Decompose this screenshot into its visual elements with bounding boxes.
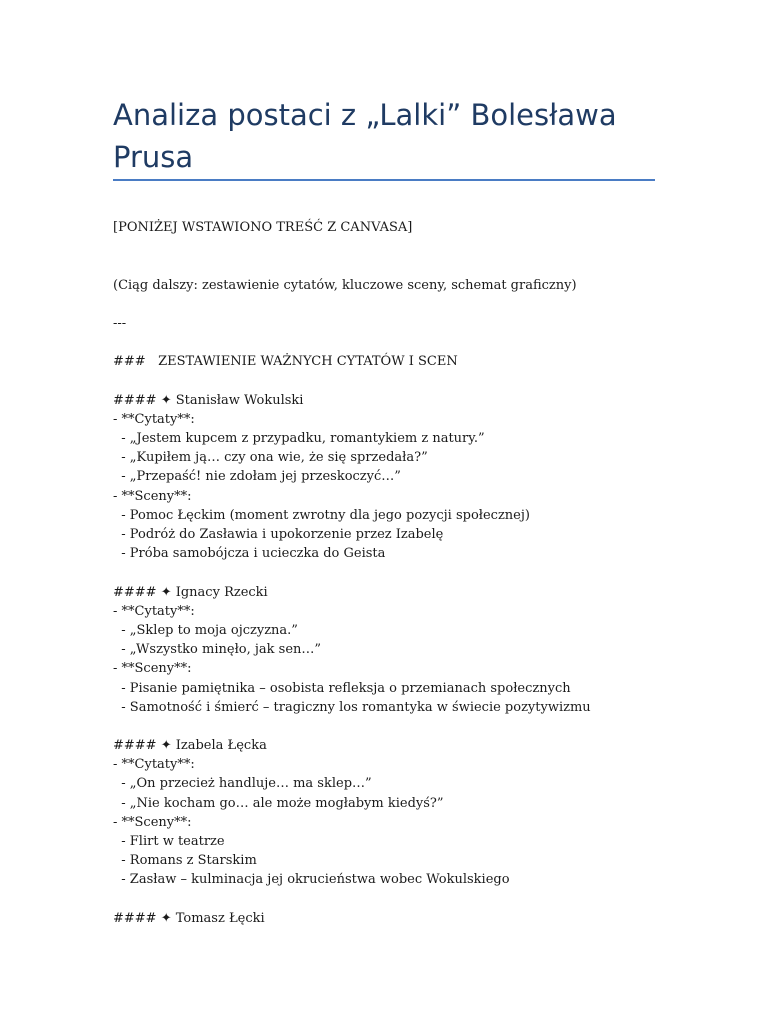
blank-line: [113, 890, 673, 909]
text-line: - „Przepaść! nie zdołam jej przeskoczyć…”: [113, 469, 401, 485]
text-line: [PONIŻEJ WSTAWIONO TREŚĆ Z CANVASA]: [113, 220, 413, 235]
text-line: (Ciąg dalszy: zestawienie cytatów, kluczowe sceny, schemat graficzny): [113, 277, 577, 293]
text-line: - **Sceny**:: [113, 814, 192, 830]
text-line: - Zasław – kulminacja jej okrucieństwa wobec Wokulskiego: [113, 872, 510, 888]
blank-line: [113, 717, 673, 736]
document-body: [113, 218, 673, 928]
text-line: ### ZESTAWIENIE WAŻNYCH CYTATÓW I SCEN: [113, 354, 458, 370]
document-title: Analiza postaci z „Lalki” Bolesława Prusa: [113, 98, 617, 174]
blank-line: [113, 256, 673, 275]
text-line: - „Kupiłem ją… czy ona wie, że się sprzedała?”: [113, 450, 428, 466]
text-line: - „Wszystko minęło, jak sen…”: [113, 642, 322, 658]
text-line: - Próba samobójcza i ucieczka do Geista: [113, 546, 386, 562]
text-line: - Pomoc Łęckim (moment zwrotny dla jego pozycji społecznej): [113, 507, 530, 523]
text-line: #### ✦ Ignacy Rzecki: [113, 584, 268, 600]
text-line: - „On przecież handluje… ma sklep…”: [113, 776, 372, 792]
text-line: - Romans z Starskim: [113, 853, 257, 869]
text-line: - „Nie kocham go… ale może mogłabym kiedyś?”: [113, 795, 444, 811]
blank-line: [113, 372, 673, 391]
text-line: - **Sceny**:: [113, 488, 192, 504]
blank-line: [113, 563, 673, 582]
text-line: #### ✦ Tomasz Łęcki: [113, 910, 265, 926]
text-line: - „Jestem kupcem z przypadku, romantykiem z natury.”: [113, 431, 485, 447]
blank-line: [113, 237, 673, 256]
text-line: - Podróż do Zasławia i upokorzenie przez Izabelę: [113, 527, 444, 542]
text-line: - „Sklep to moja ojczyzna.”: [113, 622, 298, 638]
text-line: ---: [113, 315, 127, 331]
text-line: - Flirt w teatrze: [113, 834, 225, 849]
blank-line: [113, 295, 673, 314]
text-line: - **Cytaty**:: [113, 411, 195, 427]
text-line: - Pisanie pamiętnika – osobista refleksja o przemianach społecznych: [113, 680, 571, 696]
text-line: #### ✦ Stanisław Wokulski: [113, 392, 304, 408]
text-line: #### ✦ Izabela Łęcka: [113, 738, 267, 754]
title-underline: [113, 179, 655, 181]
text-line: - Samotność i śmierć – tragiczny los romantyka w świecie pozytywizmu: [113, 699, 591, 715]
text-line: - **Cytaty**:: [113, 603, 195, 619]
text-line: - **Sceny**:: [113, 661, 192, 677]
blank-line: [113, 333, 673, 352]
text-line: - **Cytaty**:: [113, 757, 195, 773]
